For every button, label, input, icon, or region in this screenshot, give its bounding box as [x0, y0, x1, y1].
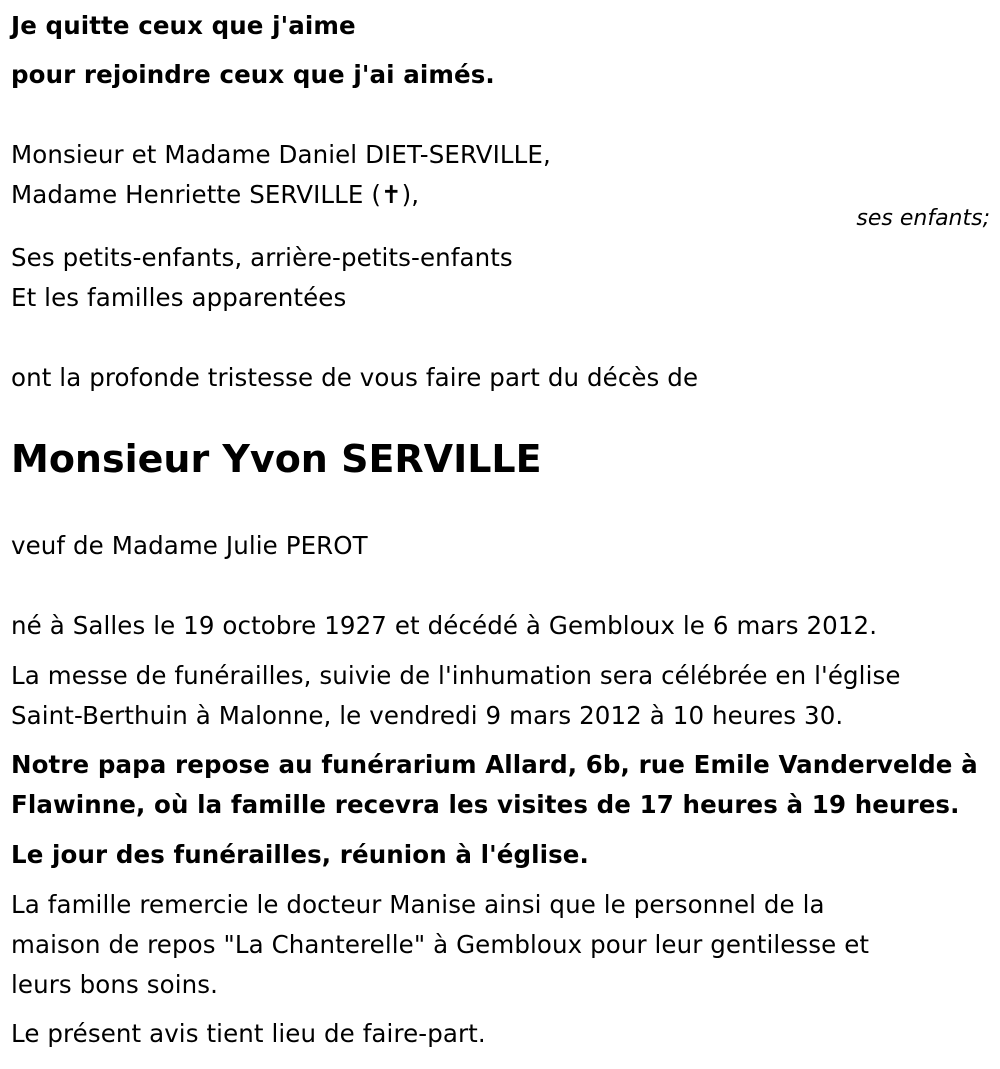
deceased-name: Monsieur Yvon SERVILLE	[11, 437, 542, 481]
mass-line-1: La messe de funérailles, suivie de l'inhumation sera célébrée en l'église	[11, 661, 901, 690]
thanks-line-3: leurs bons soins.	[11, 970, 218, 999]
announcement-text: ont la profonde tristesse de vous faire part du décès de	[11, 363, 699, 392]
children-line-2: Madame Henriette SERVILLE (✝),	[11, 180, 420, 209]
mass-line-2: Saint-Berthuin à Malonne, le vendredi 9 mars 2012 à 10 heures 30.	[11, 701, 844, 730]
family-line-1: Ses petits-enfants, arrière-petits-enfants	[11, 243, 513, 272]
funerarium-line-2: Flawinne, où la famille recevra les visites de 17 heures à 19 heures.	[11, 790, 960, 819]
family-line-2: Et les familles apparentées	[11, 283, 347, 312]
children-line-1: Monsieur et Madame Daniel DIET-SERVILLE,	[11, 140, 551, 169]
widower-text: veuf de Madame Julie PEROT	[11, 531, 368, 560]
thanks-line-2: maison de repos "La Chanterelle" à Gembloux pour leur gentilesse et	[11, 930, 870, 959]
closing-text: Le présent avis tient lieu de faire-part.	[11, 1019, 486, 1048]
funerarium-line-1: Notre papa repose au funérarium Allard, 6b, rue Emile Vandervelde à	[11, 750, 978, 779]
epigraph-line-1: Je quitte ceux que j'aime	[11, 11, 356, 40]
meeting-text: Le jour des funérailles, réunion à l'église.	[11, 840, 589, 869]
epigraph-line-2: pour rejoindre ceux que j'ai aimés.	[11, 60, 495, 89]
birth-death-dates: né à Salles le 19 octobre 1927 et décédé à Gembloux le 6 mars 2012.	[11, 611, 878, 640]
children-label: ses enfants;	[856, 206, 990, 231]
thanks-line-1: La famille remercie le docteur Manise ainsi que le personnel de la	[11, 890, 825, 919]
